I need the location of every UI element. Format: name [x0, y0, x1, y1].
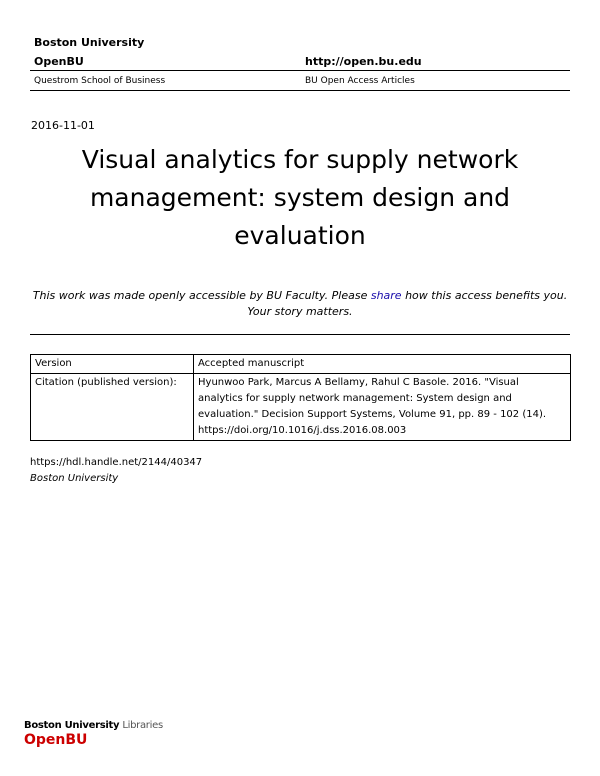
table-row	[31, 355, 571, 374]
share-link[interactable]: share	[370, 289, 402, 302]
logo-university: Boston University	[24, 720, 120, 731]
table-row	[31, 374, 571, 441]
access-divider	[30, 334, 570, 335]
logo-libraries: Libraries	[122, 720, 163, 731]
logo-openbu: OpenBU	[24, 732, 88, 748]
openbu-logo	[24, 720, 163, 748]
access-message	[30, 288, 570, 320]
citation-label: Citation (published version):	[31, 374, 194, 441]
repository-name: OpenBU	[34, 55, 84, 68]
handle-link[interactable]: https://hdl.handle.net/2144/40347	[30, 457, 203, 468]
publisher-name: Boston University	[30, 473, 119, 484]
repository-url[interactable]: http://open.bu.edu	[305, 55, 422, 68]
access-text-after: how this access benefits you.	[405, 289, 568, 302]
collection-name: BU Open Access Articles	[305, 76, 415, 86]
document-title: Visual analytics for supply network management: system design and evaluation	[81, 145, 519, 250]
header-bottom-divider	[30, 90, 570, 91]
header-divider	[30, 70, 570, 71]
version-label: Version	[31, 355, 194, 374]
institution-name: Boston University	[34, 36, 145, 49]
metadata-table	[30, 354, 571, 441]
version-value: Accepted manuscript	[194, 355, 571, 374]
access-text-line2: Your story matters.	[247, 305, 353, 318]
school-name: Questrom School of Business	[34, 76, 166, 86]
publication-date: 2016-11-01	[31, 119, 95, 132]
access-text-before: This work was made openly accessible by BU Faculty. Please	[32, 289, 368, 302]
citation-value: Hyunwoo Park, Marcus A Bellamy, Rahul C Basole. 2016. "Visual analytics for supply network management: System design and evaluation." Decision Support Systems, Volume 91, pp. 89 - 102 (14). https://doi.org/10.1016/j.dss.2016.08.003	[194, 374, 571, 441]
